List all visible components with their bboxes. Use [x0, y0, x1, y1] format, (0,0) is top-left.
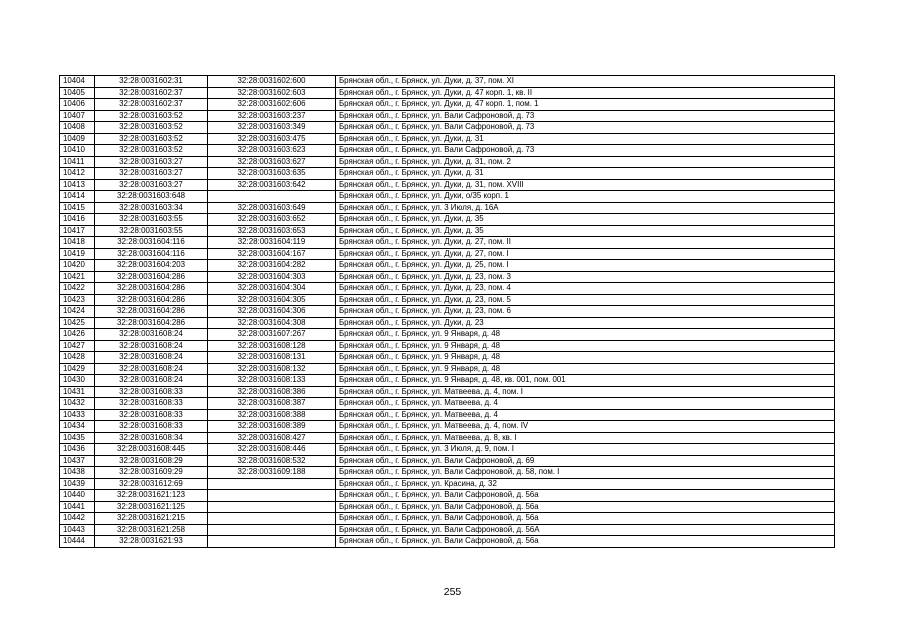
object-number-cell — [208, 478, 336, 490]
object-number-cell: 32:28:0031607:267 — [208, 329, 336, 341]
cadastral-number-cell: 32:28:0031621:215 — [95, 513, 208, 525]
object-number-cell: 32:28:0031604:304 — [208, 283, 336, 295]
table-row — [60, 352, 835, 364]
row-number-cell: 10430 — [60, 375, 95, 387]
table-row — [60, 329, 835, 341]
cadastral-number-cell: 32:28:0031604:286 — [95, 283, 208, 295]
cadastral-number-cell: 32:28:0031604:286 — [95, 271, 208, 283]
address-cell: Брянская обл., г. Брянск, ул. Дуки, д. 31, пом. 2 — [336, 156, 835, 168]
row-number-cell: 10424 — [60, 306, 95, 318]
cadastral-number-cell: 32:28:0031603:34 — [95, 202, 208, 214]
table-row — [60, 306, 835, 318]
address-cell: Брянская обл., г. Брянск, ул. Вали Сафроновой, д. 73 — [336, 122, 835, 134]
cadastral-number-cell: 32:28:0031608:24 — [95, 340, 208, 352]
row-number-cell: 10414 — [60, 191, 95, 203]
cadastral-number-cell: 32:28:0031621:125 — [95, 501, 208, 513]
cadastral-number-cell: 32:28:0031612:69 — [95, 478, 208, 490]
address-cell: Брянская обл., г. Брянск, ул. Вали Сафроновой, д. 58, пом. I — [336, 467, 835, 479]
address-cell: Брянская обл., г. Брянск, ул. Вали Сафроновой, д. 73 — [336, 110, 835, 122]
table-body — [60, 76, 835, 548]
property-table — [59, 75, 835, 548]
cadastral-number-cell: 32:28:0031608:24 — [95, 329, 208, 341]
table-row — [60, 237, 835, 249]
cadastral-number-cell: 32:28:0031608:33 — [95, 409, 208, 421]
address-cell: Брянская обл., г. Брянск, ул. Матвеева, д. 8, кв. I — [336, 432, 835, 444]
object-number-cell: 32:28:0031609:188 — [208, 467, 336, 479]
address-cell: Брянская обл., г. Брянск, ул. Вали Сафроновой, д. 56а — [336, 513, 835, 525]
address-cell: Брянская обл., г. Брянск, ул. Дуки, д. 47 корп. 1, кв. II — [336, 87, 835, 99]
address-cell: Брянская обл., г. Брянск, ул. Матвеева, д. 4 — [336, 398, 835, 410]
cadastral-number-cell: 32:28:0031603:55 — [95, 225, 208, 237]
cadastral-number-cell: 32:28:0031604:203 — [95, 260, 208, 272]
table-row — [60, 87, 835, 99]
address-cell: Брянская обл., г. Брянск, ул. Дуки, д. 23, пом. 6 — [336, 306, 835, 318]
table-row — [60, 271, 835, 283]
object-number-cell: 32:28:0031603:653 — [208, 225, 336, 237]
cadastral-number-cell: 32:28:0031602:31 — [95, 76, 208, 88]
address-cell: Брянская обл., г. Брянск, ул. Дуки, д. 27, пом. II — [336, 237, 835, 249]
address-cell: Брянская обл., г. Брянск, ул. 9 Января, д. 48 — [336, 363, 835, 375]
address-cell: Брянская обл., г. Брянск, ул. Дуки, д. 23, пом. 4 — [336, 283, 835, 295]
address-cell: Брянская обл., г. Брянск, ул. Вали Сафроновой, д. 56а — [336, 501, 835, 513]
object-number-cell — [208, 513, 336, 525]
cadastral-number-cell: 32:28:0031608:445 — [95, 444, 208, 456]
row-number-cell: 10427 — [60, 340, 95, 352]
row-number-cell: 10443 — [60, 524, 95, 536]
address-cell: Брянская обл., г. Брянск, ул. Дуки, д. 23, пом. 5 — [336, 294, 835, 306]
table-row — [60, 179, 835, 191]
address-cell: Брянская обл., г. Брянск, ул. Дуки, д. 35 — [336, 214, 835, 226]
row-number-cell: 10419 — [60, 248, 95, 260]
object-number-cell: 32:28:0031608:387 — [208, 398, 336, 410]
address-cell: Брянская обл., г. Брянск, ул. Дуки, о/35 корп. 1 — [336, 191, 835, 203]
object-number-cell: 32:28:0031603:649 — [208, 202, 336, 214]
address-cell: Брянская обл., г. Брянск, ул. 9 Января, д. 48 — [336, 329, 835, 341]
row-number-cell: 10434 — [60, 421, 95, 433]
cadastral-number-cell: 32:28:0031603:27 — [95, 179, 208, 191]
row-number-cell: 10433 — [60, 409, 95, 421]
row-number-cell: 10431 — [60, 386, 95, 398]
row-number-cell: 10416 — [60, 214, 95, 226]
row-number-cell: 10444 — [60, 536, 95, 548]
cadastral-number-cell: 32:28:0031602:37 — [95, 99, 208, 111]
cadastral-number-cell: 32:28:0031608:24 — [95, 363, 208, 375]
address-cell: Брянская обл., г. Брянск, ул. Вали Сафроновой, д. 69 — [336, 455, 835, 467]
table-row — [60, 283, 835, 295]
table-row — [60, 294, 835, 306]
address-cell: Брянская обл., г. Брянск, ул. 9 Января, д. 48 — [336, 340, 835, 352]
object-number-cell: 32:28:0031608:388 — [208, 409, 336, 421]
row-number-cell: 10428 — [60, 352, 95, 364]
address-cell: Брянская обл., г. Брянск, ул. 3 Июля, д. 16А — [336, 202, 835, 214]
address-cell: Брянская обл., г. Брянск, ул. Вали Сафроновой, д. 56А — [336, 524, 835, 536]
table-row — [60, 444, 835, 456]
address-cell: Брянская обл., г. Брянск, ул. Дуки, д. 27, пом. I — [336, 248, 835, 260]
object-number-cell — [208, 536, 336, 548]
row-number-cell: 10439 — [60, 478, 95, 490]
cadastral-number-cell: 32:28:0031621:93 — [95, 536, 208, 548]
page-number: 255 — [443, 586, 462, 598]
cadastral-number-cell: 32:28:0031604:116 — [95, 237, 208, 249]
cadastral-number-cell: 32:28:0031603:27 — [95, 168, 208, 180]
object-number-cell: 32:28:0031608:386 — [208, 386, 336, 398]
row-number-cell: 10421 — [60, 271, 95, 283]
table-row — [60, 536, 835, 548]
row-number-cell: 10412 — [60, 168, 95, 180]
object-number-cell: 32:28:0031608:132 — [208, 363, 336, 375]
object-number-cell: 32:28:0031602:606 — [208, 99, 336, 111]
object-number-cell: 32:28:0031603:475 — [208, 133, 336, 145]
cadastral-number-cell: 32:28:0031602:37 — [95, 87, 208, 99]
table-row — [60, 455, 835, 467]
cadastral-number-cell: 32:28:0031603:52 — [95, 110, 208, 122]
object-number-cell: 32:28:0031602:600 — [208, 76, 336, 88]
row-number-cell: 10408 — [60, 122, 95, 134]
cadastral-number-cell: 32:28:0031603:52 — [95, 122, 208, 134]
object-number-cell: 32:28:0031604:306 — [208, 306, 336, 318]
table-row — [60, 421, 835, 433]
object-number-cell: 32:28:0031603:642 — [208, 179, 336, 191]
address-cell: Брянская обл., г. Брянск, ул. Дуки, д. 31 — [336, 133, 835, 145]
cadastral-number-cell: 32:28:0031621:258 — [95, 524, 208, 536]
table-row — [60, 386, 835, 398]
table-row — [60, 191, 835, 203]
table-row — [60, 214, 835, 226]
row-number-cell: 10426 — [60, 329, 95, 341]
table-row — [60, 409, 835, 421]
table-row — [60, 76, 835, 88]
address-cell: Брянская обл., г. Брянск, ул. 9 Января, д. 48, кв. 001, пом. 001 — [336, 375, 835, 387]
row-number-cell: 10429 — [60, 363, 95, 375]
row-number-cell: 10404 — [60, 76, 95, 88]
table-row — [60, 122, 835, 134]
object-number-cell: 32:28:0031602:603 — [208, 87, 336, 99]
row-number-cell: 10407 — [60, 110, 95, 122]
object-number-cell: 32:28:0031604:305 — [208, 294, 336, 306]
address-cell: Брянская обл., г. Брянск, ул. Матвеева, д. 4, пом. IV — [336, 421, 835, 433]
address-cell: Брянская обл., г. Брянск, ул. 9 Января, д. 48 — [336, 352, 835, 364]
address-cell: Брянская обл., г. Брянск, ул. Вали Сафроновой, д. 73 — [336, 145, 835, 157]
cadastral-number-cell: 32:28:0031604:286 — [95, 306, 208, 318]
address-cell: Брянская обл., г. Брянск, ул. Дуки, д. 35 — [336, 225, 835, 237]
object-number-cell: 32:28:0031608:427 — [208, 432, 336, 444]
object-number-cell — [208, 501, 336, 513]
table-row — [60, 432, 835, 444]
object-number-cell: 32:28:0031603:652 — [208, 214, 336, 226]
object-number-cell: 32:28:0031608:532 — [208, 455, 336, 467]
row-number-cell: 10417 — [60, 225, 95, 237]
row-number-cell: 10436 — [60, 444, 95, 456]
table-row — [60, 110, 835, 122]
row-number-cell: 10420 — [60, 260, 95, 272]
cadastral-number-cell: 32:28:0031603:648 — [95, 191, 208, 203]
object-number-cell: 32:28:0031608:389 — [208, 421, 336, 433]
row-number-cell: 10405 — [60, 87, 95, 99]
row-number-cell: 10410 — [60, 145, 95, 157]
cadastral-number-cell: 32:28:0031604:116 — [95, 248, 208, 260]
cadastral-number-cell: 32:28:0031604:286 — [95, 317, 208, 329]
table-row — [60, 248, 835, 260]
table-row — [60, 99, 835, 111]
object-number-cell: 32:28:0031608:128 — [208, 340, 336, 352]
cadastral-number-cell: 32:28:0031603:27 — [95, 156, 208, 168]
object-number-cell — [208, 191, 336, 203]
table-row — [60, 513, 835, 525]
cadastral-number-cell: 32:28:0031608:29 — [95, 455, 208, 467]
table-row — [60, 202, 835, 214]
row-number-cell: 10438 — [60, 467, 95, 479]
address-cell: Брянская обл., г. Брянск, ул. Дуки, д. 37, пом. XI — [336, 76, 835, 88]
cadastral-number-cell: 32:28:0031608:34 — [95, 432, 208, 444]
address-cell: Брянская обл., г. Брянск, ул. 3 Июля, д. 9, пом. I — [336, 444, 835, 456]
row-number-cell: 10435 — [60, 432, 95, 444]
cadastral-number-cell: 32:28:0031608:33 — [95, 386, 208, 398]
table-row — [60, 467, 835, 479]
object-number-cell: 32:28:0031608:133 — [208, 375, 336, 387]
object-number-cell: 32:28:0031603:627 — [208, 156, 336, 168]
object-number-cell — [208, 524, 336, 536]
row-number-cell: 10442 — [60, 513, 95, 525]
table-row — [60, 524, 835, 536]
table-row — [60, 156, 835, 168]
object-number-cell: 32:28:0031604:308 — [208, 317, 336, 329]
cadastral-number-cell: 32:28:0031608:24 — [95, 352, 208, 364]
cadastral-number-cell: 32:28:0031604:286 — [95, 294, 208, 306]
address-cell: Брянская обл., г. Брянск, ул. Дуки, д. 31 — [336, 168, 835, 180]
cadastral-number-cell: 32:28:0031621:123 — [95, 490, 208, 502]
row-number-cell: 10432 — [60, 398, 95, 410]
table-row — [60, 133, 835, 145]
table-row — [60, 501, 835, 513]
object-number-cell: 32:28:0031603:237 — [208, 110, 336, 122]
address-cell: Брянская обл., г. Брянск, ул. Матвеева, д. 4 — [336, 409, 835, 421]
row-number-cell: 10418 — [60, 237, 95, 249]
table-row — [60, 363, 835, 375]
table-row — [60, 375, 835, 387]
row-number-cell: 10441 — [60, 501, 95, 513]
object-number-cell: 32:28:0031608:446 — [208, 444, 336, 456]
row-number-cell: 10409 — [60, 133, 95, 145]
object-number-cell: 32:28:0031608:131 — [208, 352, 336, 364]
table-row — [60, 145, 835, 157]
object-number-cell: 32:28:0031603:635 — [208, 168, 336, 180]
row-number-cell: 10425 — [60, 317, 95, 329]
address-cell: Брянская обл., г. Брянск, ул. Дуки, д. 47 корп. 1, пом. 1 — [336, 99, 835, 111]
cadastral-number-cell: 32:28:0031603:52 — [95, 133, 208, 145]
row-number-cell: 10415 — [60, 202, 95, 214]
table-row — [60, 317, 835, 329]
table-row — [60, 340, 835, 352]
row-number-cell: 10406 — [60, 99, 95, 111]
table-row — [60, 168, 835, 180]
object-number-cell — [208, 490, 336, 502]
object-number-cell: 32:28:0031604:167 — [208, 248, 336, 260]
cadastral-number-cell: 32:28:0031608:33 — [95, 421, 208, 433]
table-row — [60, 260, 835, 272]
table-row — [60, 398, 835, 410]
row-number-cell: 10423 — [60, 294, 95, 306]
cadastral-number-cell: 32:28:0031608:24 — [95, 375, 208, 387]
row-number-cell: 10440 — [60, 490, 95, 502]
row-number-cell: 10411 — [60, 156, 95, 168]
address-cell: Брянская обл., г. Брянск, ул. Вали Сафроновой, д. 56а — [336, 490, 835, 502]
object-number-cell: 32:28:0031603:623 — [208, 145, 336, 157]
object-number-cell: 32:28:0031604:119 — [208, 237, 336, 249]
object-number-cell: 32:28:0031604:282 — [208, 260, 336, 272]
address-cell: Брянская обл., г. Брянск, ул. Дуки, д. 31, пом. XVIII — [336, 179, 835, 191]
address-cell: Брянская обл., г. Брянск, ул. Дуки, д. 25, пом. I — [336, 260, 835, 272]
cadastral-number-cell: 32:28:0031608:33 — [95, 398, 208, 410]
address-cell: Брянская обл., г. Брянск, ул. Матвеева, д. 4, пом. I — [336, 386, 835, 398]
address-cell: Брянская обл., г. Брянск, ул. Дуки, д. 23, пом. 3 — [336, 271, 835, 283]
cadastral-number-cell: 32:28:0031603:55 — [95, 214, 208, 226]
address-cell: Брянская обл., г. Брянск, ул. Вали Сафроновой, д. 56а — [336, 536, 835, 548]
table-row — [60, 490, 835, 502]
address-cell: Брянская обл., г. Брянск, ул. Дуки, д. 23 — [336, 317, 835, 329]
cadastral-number-cell: 32:28:0031603:52 — [95, 145, 208, 157]
address-cell: Брянская обл., г. Брянск, ул. Красина, д. 32 — [336, 478, 835, 490]
table-row — [60, 478, 835, 490]
object-number-cell: 32:28:0031604:303 — [208, 271, 336, 283]
row-number-cell: 10437 — [60, 455, 95, 467]
table-row — [60, 225, 835, 237]
row-number-cell: 10422 — [60, 283, 95, 295]
cadastral-number-cell: 32:28:0031609:29 — [95, 467, 208, 479]
row-number-cell: 10413 — [60, 179, 95, 191]
object-number-cell: 32:28:0031603:349 — [208, 122, 336, 134]
